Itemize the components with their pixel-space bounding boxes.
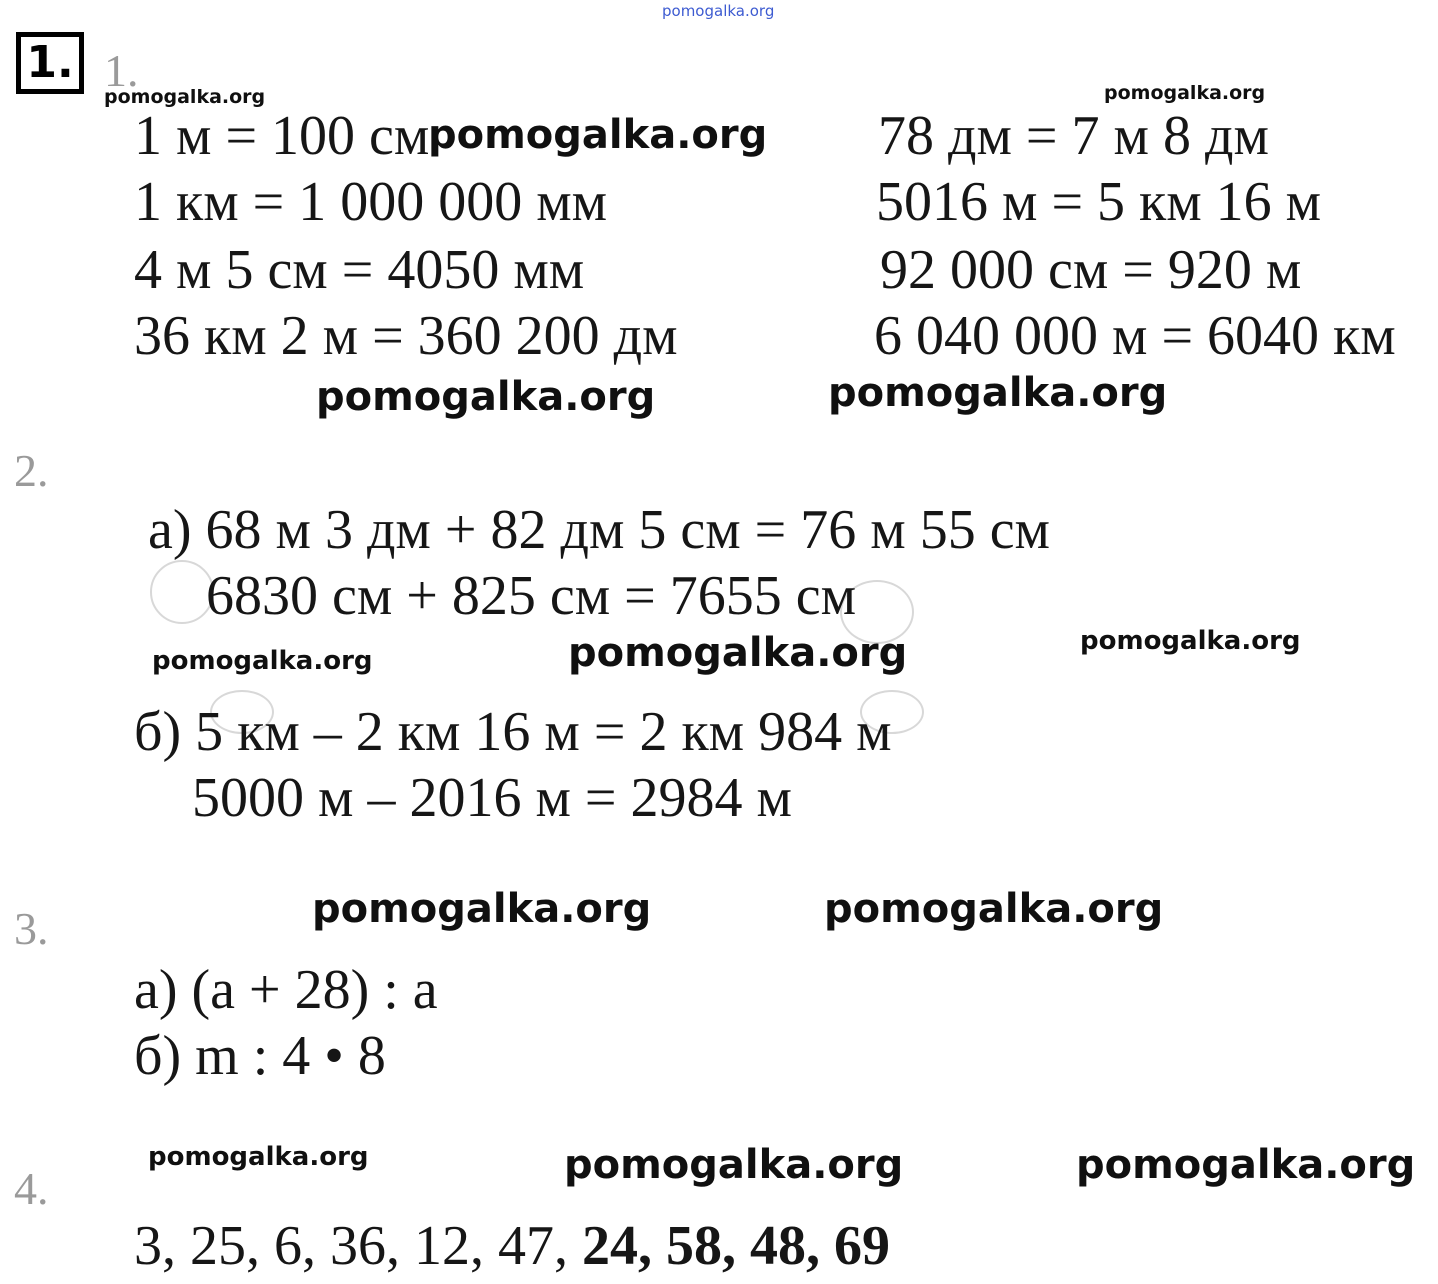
watermark: pomogalka.org: [1080, 626, 1301, 656]
watermark: pomogalka.org: [1104, 82, 1266, 104]
s2-a-line-1: а) 68 м 3 дм + 82 дм 5 см = 76 м 55 см: [148, 499, 1050, 561]
watermark: pomogalka.org: [568, 630, 908, 676]
watermark: pomogalka.org: [428, 112, 768, 158]
watermark: pomogalka.org: [316, 374, 656, 420]
watermark: pomogalka.org: [148, 1142, 369, 1172]
watermark: pomogalka.org: [564, 1142, 904, 1188]
section-label-4: 4.: [14, 1163, 49, 1214]
s4-regular-numbers: 3, 25, 6, 36, 12, 47,: [134, 1215, 568, 1277]
watermark: pomogalka.org: [828, 370, 1168, 416]
s4-bold-numbers: 24, 58, 48, 69: [582, 1215, 890, 1277]
s1-right-row-2: 5016 м = 5 км 16 м: [876, 171, 1322, 233]
s1-right-row-3: 92 000 см = 920 м: [880, 239, 1302, 301]
s1-right-row-1: 78 дм = 7 м 8 дм: [878, 105, 1269, 167]
watermark: pomogalka.org: [104, 86, 266, 108]
s4-sequence: [134, 1215, 890, 1277]
s1-left-row-1: 1 м = 100 см: [134, 105, 430, 167]
s1-left-row-2: 1 км = 1 000 000 мм: [134, 171, 608, 233]
top-watermark: pomogalka.org: [662, 2, 775, 20]
s3-b: б) m : 4 • 8: [134, 1025, 386, 1087]
section-label-2: 2.: [14, 445, 49, 496]
section-label-3: 3.: [14, 903, 49, 954]
s1-left-row-4: 36 км 2 м = 360 200 дм: [134, 305, 678, 367]
s2-b-line-2: 5000 м – 2016 м = 2984 м: [192, 767, 792, 829]
ghost-arc: [150, 560, 214, 624]
watermark: pomogalka.org: [1076, 1142, 1416, 1188]
s2-b-line-1: б) 5 км – 2 км 16 м = 2 км 984 м: [134, 701, 892, 763]
watermark: pomogalka.org: [312, 886, 652, 932]
s1-right-row-4: 6 040 000 м = 6040 км: [874, 305, 1396, 367]
watermark: pomogalka.org: [152, 646, 373, 676]
s2-a-line-2: 6830 см + 825 см = 7655 см: [206, 565, 857, 627]
s1-left-row-3: 4 м 5 см = 4050 мм: [134, 239, 585, 301]
s3-a: а) (a + 28) : a: [134, 959, 438, 1021]
watermark: pomogalka.org: [824, 886, 1164, 932]
section-label-1: 1.: [104, 45, 139, 96]
task-number-box: 1.: [16, 32, 84, 94]
